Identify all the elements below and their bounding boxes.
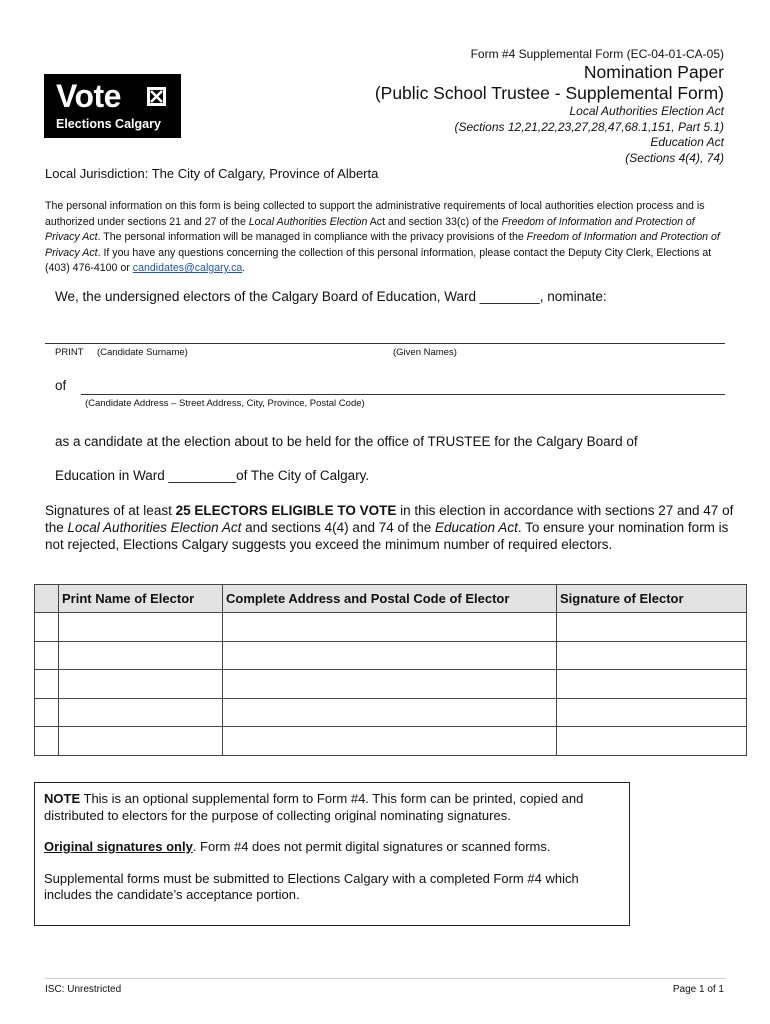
privacy-notice [45,199,725,277]
table-row [35,698,747,727]
candidate-name-line[interactable] [45,343,725,344]
elector-table [34,584,747,756]
note-bold: NOTE [44,791,81,806]
footer-divider [45,978,725,979]
name-cell[interactable] [59,727,223,756]
act-sections-2: (Sections 4(4), 74) [625,151,724,165]
candidate-office-text: as a candidate at the election about to be held for the office of TRUSTEE for the Calgary Board of [55,434,638,449]
address-cell[interactable] [223,727,557,756]
nominate-text: We, the undersigned electors of the Calgary Board of Education, Ward ________, nominate: [55,289,607,304]
sig-italic: Education Act [435,520,518,535]
privacy-text: . If you have any questions concerning the collection of this personal information, please contact the Deputy City Clerk, Elections at (403) 476-4100 or [45,246,712,274]
privacy-text: Act and section 33(c) of the [367,215,502,228]
note-text: This is an optional supplemental form to Form #4. This form can be printed, copied and distributed to electors for the purpose of collecting original nominating signatures. [44,791,584,823]
signature-cell[interactable] [557,727,747,756]
name-cell[interactable] [59,613,223,642]
page-subtitle: (Public School Trustee - Supplemental Form) [374,83,724,103]
sig-text: in this election in accordance with sections 27 and 47 of the [45,503,734,535]
privacy-text: . [242,262,246,274]
privacy-text: The personal information on this form is being collected to support the administrative requirements of local authorities election process and is authorized under sections 21 and 27 of the [45,200,705,228]
candidate-address-line[interactable] [81,394,725,395]
table-header-row [35,585,747,613]
privacy-italic: Freedom of Information and Protection of Privacy Act [45,215,695,243]
table-row [35,613,747,642]
address-cell[interactable] [223,698,557,727]
signature-requirement [45,502,735,553]
note-paragraph [44,871,620,904]
privacy-italic: Freedom of Information and Protection of Privacy Act [45,231,720,259]
page-title: Nomination Paper [583,62,724,82]
address-cell[interactable] [223,613,557,642]
print-label: PRINT [55,347,84,358]
note-text: Supplemental forms must be submitted to Elections Calgary with a completed Form #4 which includes the candidate’s acceptance portion. [44,870,579,902]
of-label: of [55,378,67,393]
ward-text: Education in Ward _________of The City of Calgary. [55,468,370,483]
sig-text: and sections 4(4) and 74 of the [241,520,436,535]
sig-bold: 25 ELECTORS ELIGIBLE TO VOTE [175,503,397,518]
email-link[interactable]: candidates@calgary.ca [132,262,243,274]
signature-cell[interactable] [557,670,747,699]
sig-text: Signatures of at least [45,503,176,518]
note-bold: Original signatures only [44,839,193,854]
elections-calgary-logo [44,74,181,138]
privacy-text: . The personal information will be managed in compliance with the privacy provisions of the [97,231,527,243]
surname-label: (Candidate Surname) [97,347,188,358]
row-number-cell [35,727,59,756]
sig-text: . To ensure your nomination form is not rejected, Elections Calgary suggests you exceed the minimum number of required electors. [45,520,729,552]
name-cell[interactable] [59,698,223,727]
page-number: Page 1 of 1 [672,984,724,995]
table-row [35,641,747,670]
logo-word: Vote [56,78,121,114]
note-box [34,782,630,926]
address-cell[interactable] [223,670,557,699]
sig-italic: Local Authorities Election Act [67,520,242,535]
row-number-header [35,585,59,613]
logo-subtitle: Elections Calgary [56,117,161,131]
form-number: Form #4 Supplemental Form (EC-04-01-CA-05) [470,47,724,61]
note-paragraph [44,839,620,856]
act-sections-1: (Sections 12,21,22,23,27,28,47,68.1,151, Part 5.1) [454,120,724,134]
signature-header: Signature of Elector [557,585,747,613]
note-text: . Form #4 does not permit digital signatures or scanned forms. [192,839,551,854]
address-header: Complete Address and Postal Code of Elector [223,585,557,613]
signature-cell[interactable] [557,698,747,727]
row-number-cell [35,670,59,699]
table-row [35,727,747,756]
privacy-italic: Local Authorities Election [248,215,368,228]
elector-rows [35,613,747,756]
footer-classification: ISC: Unrestricted [45,984,122,995]
name-cell[interactable] [59,641,223,670]
jurisdiction: Local Jurisdiction: The City of Calgary, Province of Alberta [45,166,379,181]
given-names-label: (Given Names) [393,347,457,358]
signature-cell[interactable] [557,641,747,670]
address-label: (Candidate Address – Street Address, City, Province, Postal Code) [85,398,365,409]
name-header: Print Name of Elector [59,585,223,613]
signature-cell[interactable] [557,613,747,642]
name-cell[interactable] [59,670,223,699]
row-number-cell [35,613,59,642]
checkbox-x-icon [147,87,166,106]
table-row [35,670,747,699]
row-number-cell [35,641,59,670]
note-paragraph [44,791,620,824]
address-cell[interactable] [223,641,557,670]
act-name-1: Local Authorities Election Act [569,104,724,118]
row-number-cell [35,698,59,727]
act-name-2: Education Act [650,135,724,149]
